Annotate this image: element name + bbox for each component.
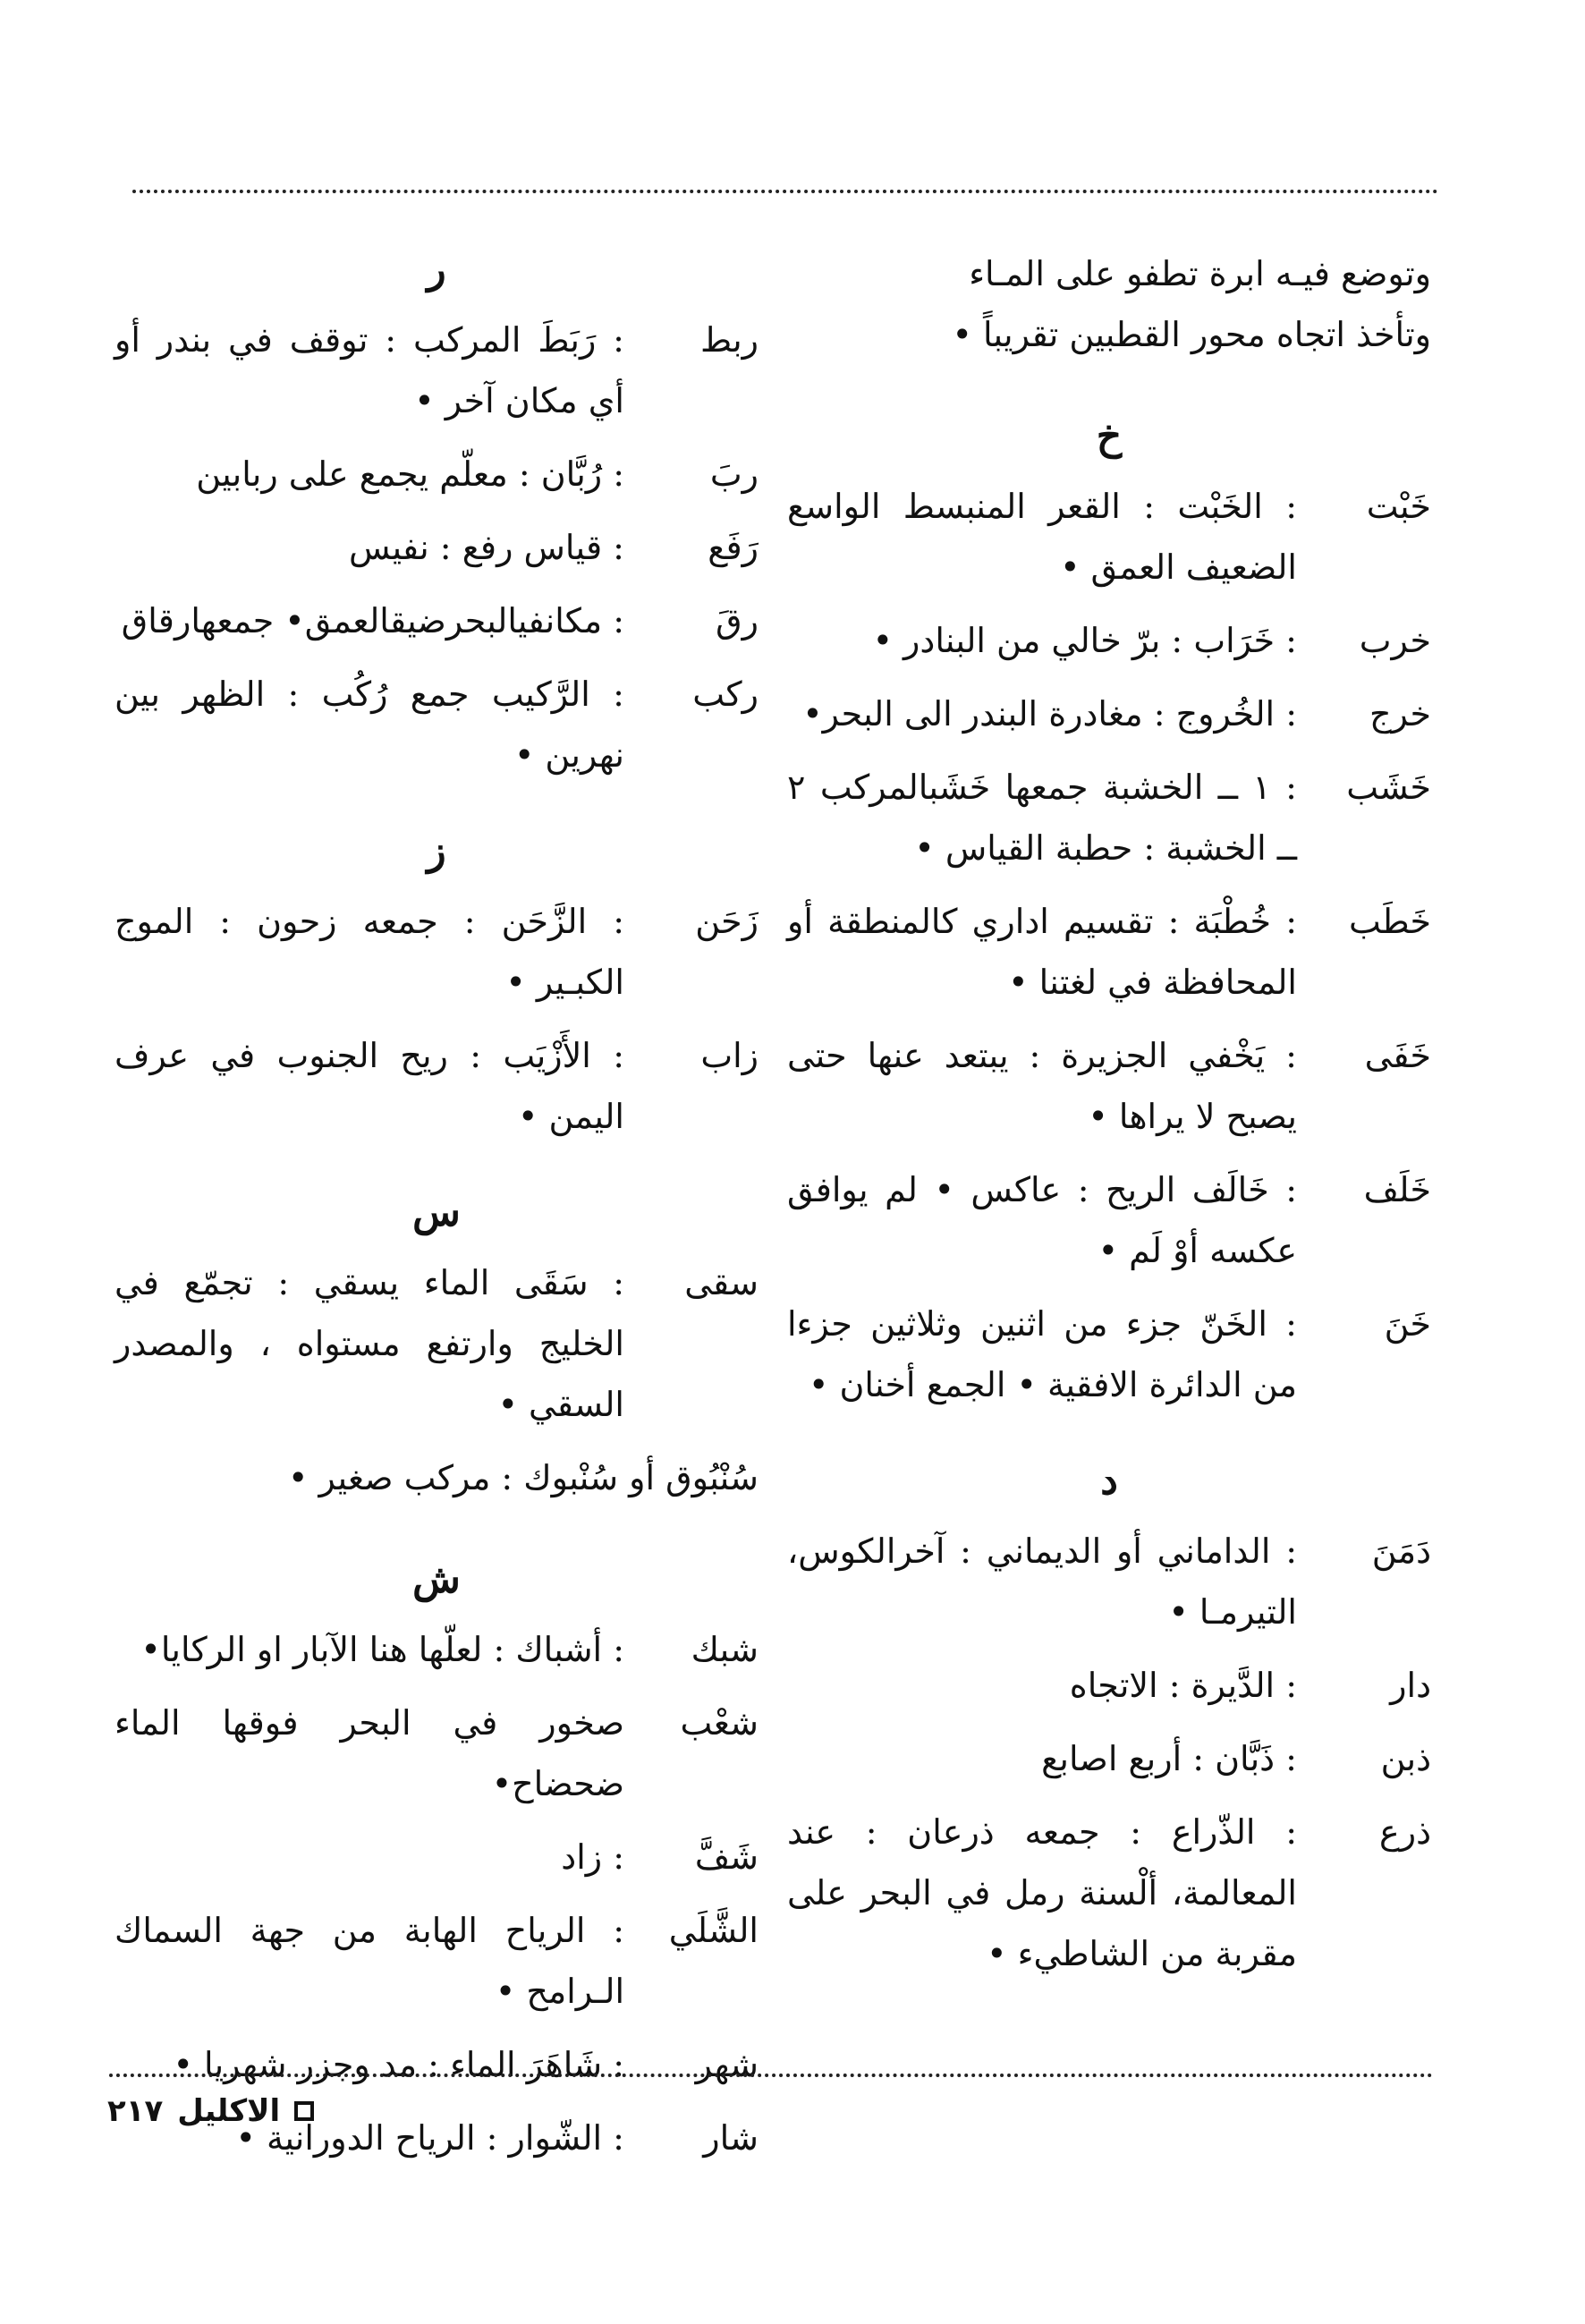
section-letter-sin: س: [412, 1190, 461, 1235]
glossary-entry: [787, 1728, 1431, 1789]
entry-definition: : الرياح الهابة من جهة السماك الـرامح •: [114, 1911, 624, 2011]
journal-name: الاكليل: [177, 2093, 281, 2129]
entry-term: شعْب: [680, 1703, 759, 1743]
entry-definition: صخور في البحر فوقها الماء ضحضاح•: [114, 1703, 624, 1803]
entry-term: دَمَنَ: [1371, 1531, 1431, 1571]
entry-definition: : ذَبَّان : أربع اصابع: [1041, 1739, 1297, 1778]
top-dotted-rule: [132, 190, 1438, 193]
entry-term: خَبْت: [1366, 487, 1431, 526]
entry-term: خرج: [1369, 694, 1431, 734]
intro-paragraph: [787, 243, 1431, 365]
glossary-entry: [787, 1293, 1431, 1415]
entry-term: خرب: [1359, 621, 1431, 660]
entry-term: سقى: [684, 1263, 759, 1302]
glossary-entry: [787, 1521, 1431, 1642]
entry-term: زاب: [700, 1036, 759, 1075]
entry-definition: : زاد: [561, 1837, 624, 1877]
glossary-entry: [114, 891, 759, 1013]
entry-term: ركب: [692, 674, 759, 714]
section-letter-zay: ز: [427, 828, 446, 874]
entry-definition: : خَرَاب : برّ خالي من البنادر •: [872, 621, 1297, 660]
glossary-entry: [114, 1252, 759, 1435]
glossary-entry: [787, 1025, 1431, 1147]
glossary-entry: [114, 1900, 759, 2022]
glossary-entry: [787, 683, 1431, 744]
square-bullet-icon: [294, 2101, 314, 2121]
page-number: ٢١٧: [107, 2093, 164, 2129]
entry-definition: : ١ ــ الخشبة جمعها خَشَبالمركب ٢ ــ الخشبة : حطبة القياس •: [787, 768, 1297, 868]
entry-term: شبك: [691, 1630, 759, 1669]
entry-term: ربط: [700, 320, 759, 360]
glossary-entry: [114, 517, 759, 578]
entry-definition: : خُطْبَة : تقسيم اداري كالمنطقة أو المحافظة في لغتنا •: [787, 902, 1297, 1002]
entry-definition: : سَقَى الماء يسقي : تجمّع في الخليج وارتفع مستواه ، والمصدر السقي •: [114, 1263, 624, 1424]
bottom-dotted-rule: [109, 2074, 1433, 2077]
entry-definition: : قياس رفع : نفيس: [349, 528, 624, 567]
glossary-entry: [114, 1619, 759, 1680]
section-letter-ra: ر: [427, 247, 446, 293]
entry-term: دار: [1390, 1666, 1431, 1705]
entry-term: رَفَع: [708, 528, 759, 567]
entry-term: خَشَب: [1346, 768, 1431, 807]
glossary-entry: [114, 444, 759, 505]
entry-term: خَنَ: [1384, 1304, 1431, 1344]
entry-definition: : مكانفيالبحرضيقالعمق• جمعهارقاق: [121, 601, 624, 640]
entry-term: شار: [703, 2118, 759, 2158]
section-letter-dal: د: [1100, 1458, 1118, 1504]
entry-definition: : الرَّكيب جمع رُكُب : الظهر بين نهرين •: [114, 674, 624, 775]
entry-definition: : الذّراع : جمعه ذرعان : عند المعالمة، ألْسنة رمل في البحر على مقربة من الشاطيء •: [787, 1812, 1297, 1973]
glossary-entry: [787, 610, 1431, 671]
entry-term: ربَ: [709, 454, 759, 494]
entry-definition: : يَخْفي الجزيرة : يبتعد عنها حتى يصبح لا يراها •: [787, 1036, 1297, 1136]
entry-definition: : رُبَّان : معلّم يجمع على ربابين: [196, 454, 624, 494]
left-column: [114, 243, 759, 2181]
section-letter-shin: ش: [412, 1556, 461, 1602]
intro-line: وتأخذ اتجاه محور القطبين تقريباً •: [952, 315, 1431, 354]
entry-definition: : الداماني أو الديماني : آخرالكوس، التيرمـا •: [787, 1531, 1297, 1632]
glossary-entry: [787, 1802, 1431, 1984]
entry-term: ذرع: [1379, 1812, 1431, 1852]
extra-line: سُنْبُوق أو سُنْبوك : مركب صغير •: [288, 1458, 759, 1497]
entry-term: زَحَن: [695, 902, 759, 941]
entry-definition: : شَاهَرَ الماء : مد وجزر شهريا •: [173, 2045, 624, 2084]
glossary-entry: [787, 1655, 1431, 1716]
glossary-entry: [114, 310, 759, 431]
glossary-entry: [114, 590, 759, 651]
entry-definition: : خَالَف الريح : عاكس • لم يوافق عكسه أوْ لَم •: [787, 1170, 1297, 1270]
right-column: [787, 243, 1431, 1997]
entry-term: الشَّلَي: [668, 1911, 759, 1950]
glossary-entry: [114, 664, 759, 785]
page-footer: [107, 2093, 314, 2129]
glossary-entry: [114, 1025, 759, 1147]
section-letter-kha: خ: [1096, 413, 1123, 459]
entry-term: خَطَب: [1349, 902, 1431, 941]
entry-term: خَفَى: [1364, 1036, 1431, 1075]
entry-definition: : الأَزْيَب : ريح الجنوب في عرف اليمن •: [114, 1036, 624, 1136]
entry-definition: : الخَبْت : القعر المنبسط الواسع الضعيف العمق •: [787, 487, 1297, 587]
glossary-entry: [787, 757, 1431, 878]
entry-term: شهر: [695, 2045, 759, 2084]
glossary-entry: [114, 1692, 759, 1814]
glossary-entry: [787, 476, 1431, 598]
entry-term: خَلَف: [1363, 1170, 1431, 1209]
entry-term: رقَ: [716, 601, 759, 640]
glossary-entry: [114, 2034, 759, 2095]
entry-definition: : رَبَطَ المركب : توقف في بندر أو أي مكان آخر •: [114, 320, 624, 420]
entry-definition: : الدَّيرة : الاتجاه: [1069, 1666, 1297, 1705]
entry-definition: : أشباك : لعلّها هنا الآبار او الركايا•: [140, 1630, 624, 1669]
glossary-entry: [787, 891, 1431, 1013]
entry-definition: : الخُروج : مغادرة البندر الى البحر•: [802, 694, 1297, 734]
glossary-entry: [787, 1159, 1431, 1281]
intro-line: وتوضع فيـه ابرة تطفو على المـاء: [969, 254, 1431, 293]
entry-term: شَفَّ: [694, 1837, 759, 1877]
glossary-entry: [114, 1827, 759, 1887]
entry-definition: : الزَّحَن : جمعه زحون : الموج الكبـير •: [114, 902, 624, 1002]
entry-definition: : الشّوار : الرياح الدورانية •: [235, 2118, 624, 2158]
entry-definition: : الخَنّ جزء من اثنين وثلاثين جزءا من الدائرة الافقية • الجمع أخنان •: [787, 1304, 1297, 1404]
entry-term: ذبن: [1380, 1739, 1431, 1778]
